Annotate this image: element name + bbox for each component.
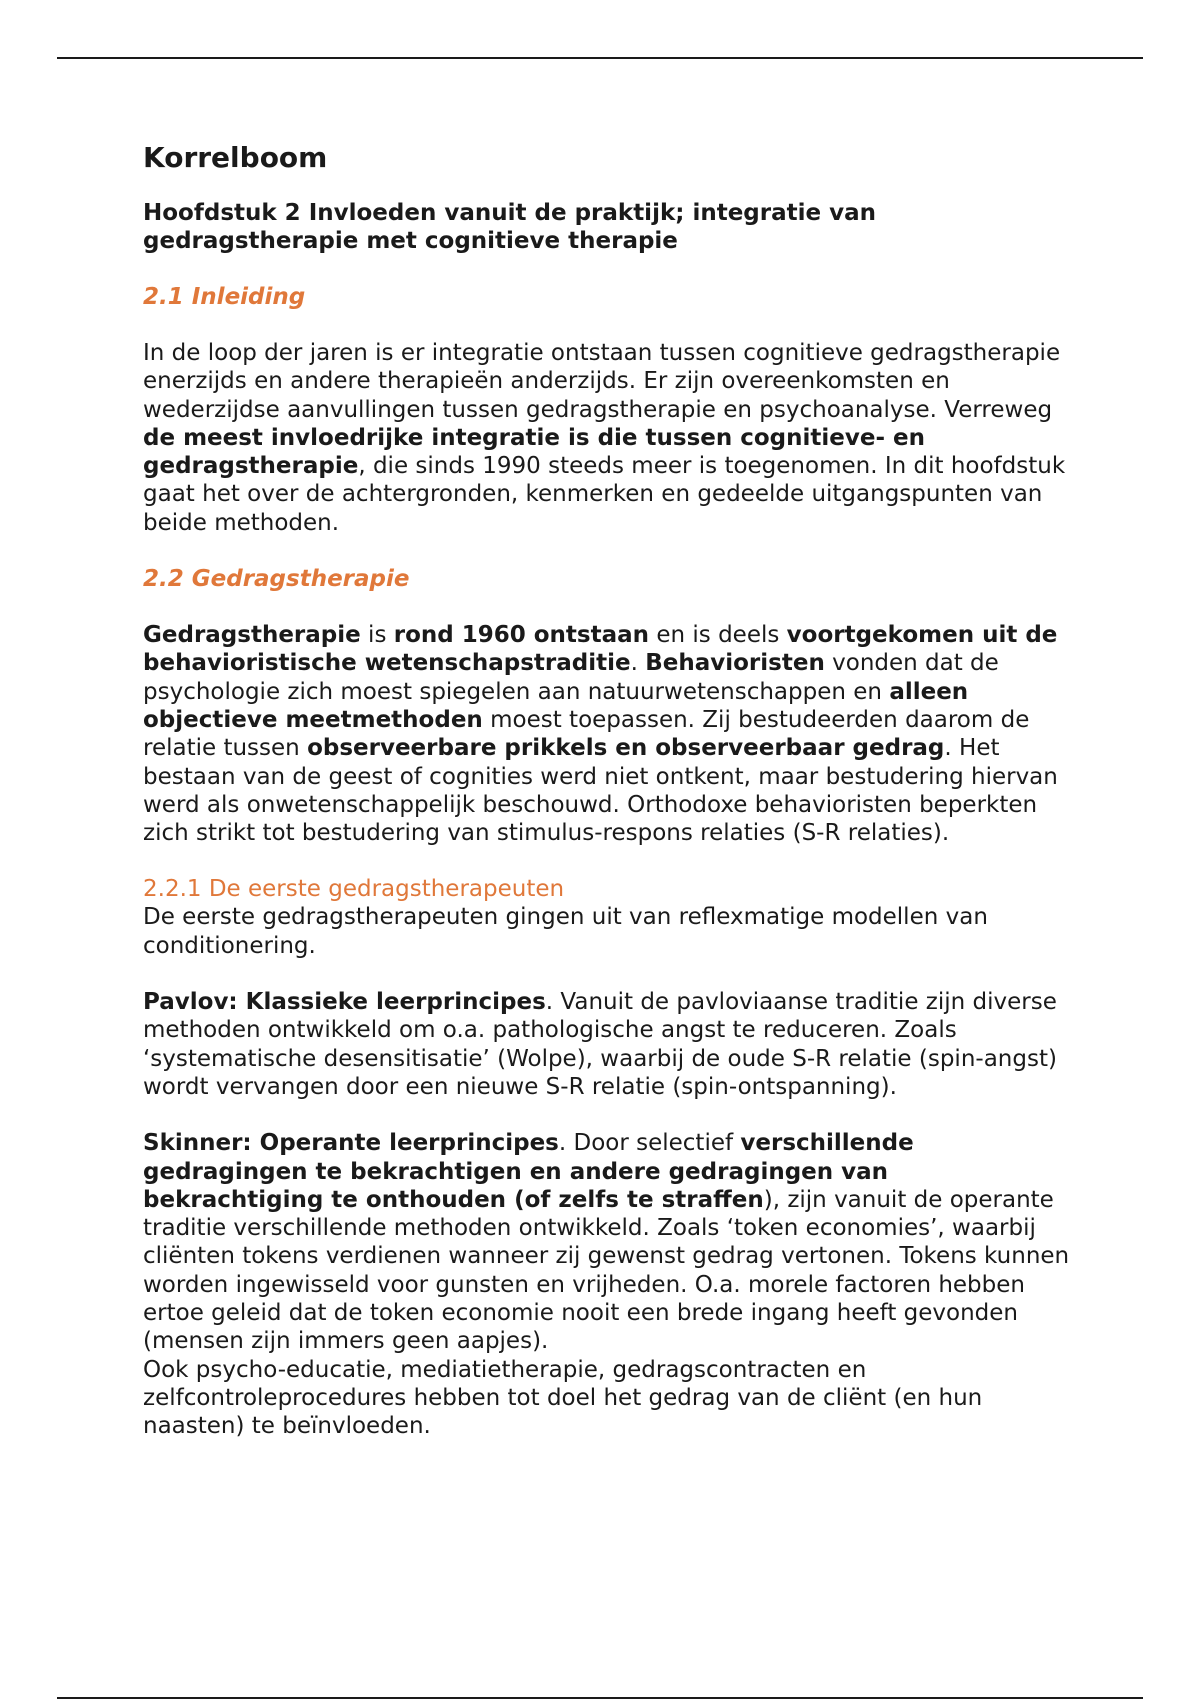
bold-run: verschillende gedragingen te bekrachtigen en andere gedragingen van bekrachtiging te onthouden (of zelfs te straffen: [143, 1130, 914, 1213]
bold-run: Skinner: Operante leerprincipes: [143, 1130, 559, 1157]
paragraph-skinner: [143, 1129, 1073, 1355]
text-run: . Vanuit de pavloviaanse traditie zijn diverse methoden ontwikkeld om o.a. pathologische angst te reduceren. Zoals ‘systematische desensitisatie’ (Wolpe), waarbij de oude S-R relatie (spin-angst) wordt vervangen door een nieuwe S-R relatie (spin-ontspanning).: [143, 989, 1057, 1100]
text-run: . Het bestaan van de geest of cognities werd niet ontkent, maar bestudering hiervan werd als onwetenschappelijk beschouwd. Orthodoxe behavioristen beperkten zich strikt tot bestudering van stimulus-respons relaties (S-R relaties).: [143, 735, 1058, 847]
footer-rule: [57, 1697, 1143, 1699]
text-run: .: [630, 650, 646, 677]
text-run: In de loop der jaren is er integratie ontstaan tussen cognitieve gedragstherapie enerzijds en andere therapieën anderzijds. Er zijn overeenkomsten en wederzijdse aanvullingen tussen gedragstherapie en psychoanalyse. Verreweg: [143, 340, 1061, 423]
paragraph-eerste-gedragstherapeuten: De eerste gedragstherapeuten gingen uit van reflexmatige modellen van conditionering.: [143, 904, 988, 959]
text-run: en is deels: [649, 622, 787, 649]
paragraph-inleiding: [143, 339, 1073, 537]
bold-run: rond 1960 ontstaan: [393, 622, 650, 649]
paragraph-closing: Ook psycho-educatie, mediatietherapie, gedragscontracten en zelfcontroleprocedures hebben tot doel het gedrag van de cliënt (en hun naasten) te beïnvloeden.: [143, 1356, 983, 1440]
section-heading-gedragstherapie: 2.2 Gedragstherapie: [143, 566, 410, 593]
document-body: [143, 136, 1073, 1469]
bold-run: Gedragstherapie: [143, 622, 361, 649]
chapter-title: Hoofdstuk 2 Invloeden vanuit de praktijk; integratie van gedragstherapie met cognitieve therapie: [143, 200, 877, 254]
text-run: . Door selectief: [558, 1130, 741, 1157]
bold-run: observeerbare prikkels en observeerbaar gedrag: [307, 735, 945, 762]
text-run: , die sinds 1990 steeds meer is toegenomen. In dit hoofdstuk gaat het over de achtergronden, kenmerken en gedeelde uitgangspunten van beide methoden.: [143, 453, 1066, 536]
bold-run: Pavlov: Klassieke leerprincipes: [143, 989, 546, 1016]
paragraph-gedragstherapie: [143, 621, 1073, 847]
document-title: Korrelboom: [143, 141, 328, 174]
text-run: is: [360, 622, 394, 649]
header-rule: [57, 57, 1143, 59]
text-run: ), zijn vanuit de operante traditie verschillende methoden ontwikkeld. Zoals ‘token economies’, waarbij cliënten tokens verdienen wanneer zij gewenst gedrag vertonen. Tokens kunnen worden ingewisseld voor gunsten en vrijheden. O.a. morele factoren hebben ertoe geleid dat de token economie nooit een brede ingang heeft gevonden (mensen zijn immers geen aapjes).: [143, 1186, 1070, 1355]
bold-run: alleen objectieve meetmethoden: [143, 678, 969, 733]
bold-run: de meest invloedrijke integratie is die tussen cognitieve- en gedragstherapie: [143, 424, 925, 480]
bold-run: voortgekomen uit de behavioristische wetenschapstraditie: [143, 622, 1058, 677]
paragraph-pavlov: [143, 988, 1073, 1101]
section-heading-inleiding: 2.1 Inleiding: [143, 284, 306, 310]
text-run: vonden dat de psychologie zich moest spiegelen aan natuurwetenschappen en: [143, 650, 999, 705]
bold-run: Behavioristen: [645, 650, 825, 677]
text-run: moest toepassen. Zij bestudeerden daarom de relatie tussen: [143, 706, 1030, 762]
subsection-heading-eerste-gedragstherapeuten: 2.2.1 De eerste gedragstherapeuten: [143, 876, 565, 903]
